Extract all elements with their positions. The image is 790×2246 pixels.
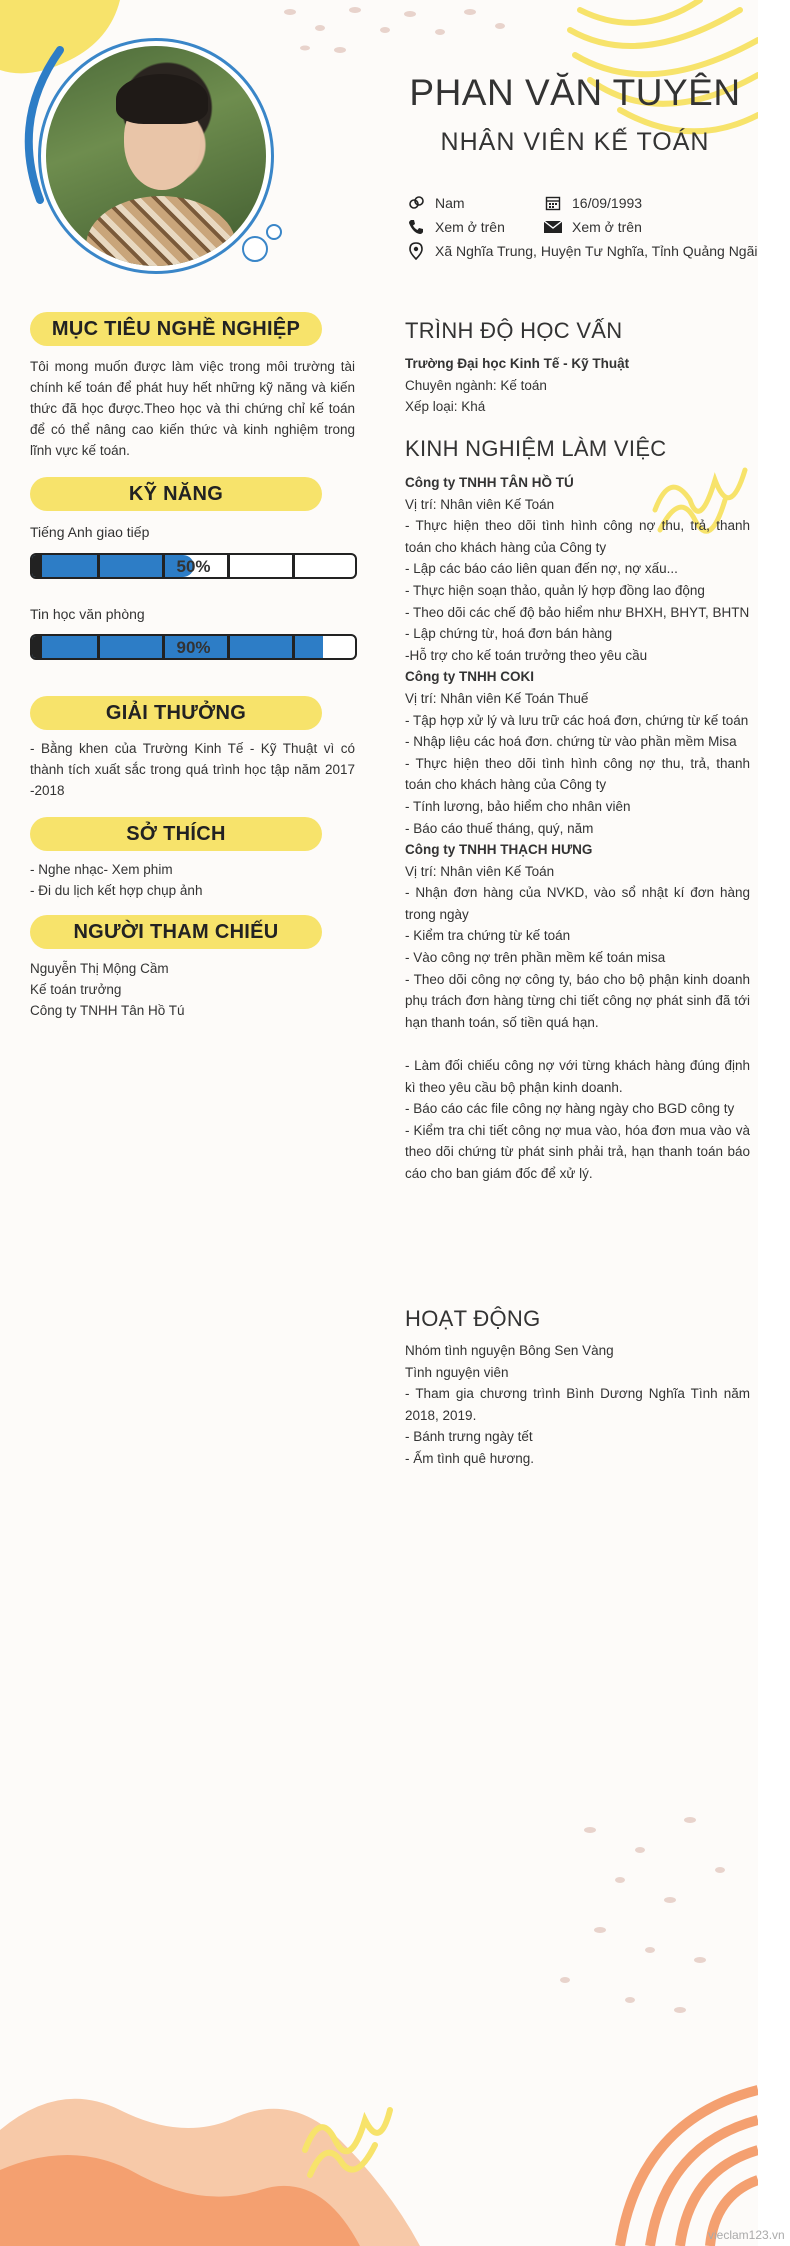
duty-item: - Lập các báo cáo liên quan đến nợ, nợ xấu...	[405, 561, 678, 577]
photo-bubble-small	[266, 224, 282, 240]
location-pin-icon	[405, 242, 427, 260]
skill-bar-office	[30, 634, 357, 660]
skill-percent: 90%	[176, 638, 211, 657]
envelope-icon	[542, 218, 564, 236]
hobbies-list	[30, 859, 355, 901]
duty-item: - Lập chứng từ, hoá đơn bán hàng	[405, 626, 613, 642]
avatar-hair	[116, 74, 208, 124]
activity-item: - Tham gia chương trình Bình Dương Nghĩa Tình năm 2018, 2019.	[405, 1386, 750, 1423]
duty-item: - Thực hiện theo dõi tình hình công nợ thu, trả, thanh toán cho khách hàng của Công ty	[405, 755, 750, 793]
avatar	[46, 46, 266, 266]
gender-icon	[405, 194, 427, 212]
duty-item: - Tính lương, bảo hiểm cho nhân viên	[405, 798, 631, 814]
duty-item: - Theo dõi các chế độ bảo hiểm như BHXH, BHYT, BHTN	[405, 604, 750, 620]
duty-item: - Vào công nợ trên phần mềm kế toán misa	[405, 950, 666, 966]
email-value: Xem ở trên	[572, 219, 642, 235]
skill-label: Tiếng Anh giao tiếp	[30, 524, 150, 540]
education-details	[405, 353, 750, 418]
company-name: Công ty TNHH TÂN HỒ TÚ	[405, 475, 574, 490]
hobbies-title: SỞ THÍCH	[30, 817, 322, 851]
duty-item: - Báo cáo các file công nợ hàng ngày cho BGD công ty	[405, 1101, 735, 1117]
activities-list	[405, 1340, 750, 1470]
duty-item: - Theo dõi công nợ công ty, báo cho bộ phận kinh doanh phụ trách đơn hàng từng chi tiết công nợ phát sinh đã tới hạn thanh toán, số tiền quá hạn.	[405, 971, 750, 1030]
reference-role: Kế toán trưởng	[30, 982, 122, 997]
profile-photo	[30, 30, 280, 290]
objective-title: MỤC TIÊU NGHỀ NGHIỆP	[30, 312, 322, 346]
references-list	[30, 958, 355, 1021]
phone-icon	[405, 218, 427, 236]
job-position: Vị trí: Nhân viên Kế Toán	[405, 863, 555, 879]
photo-bubble	[242, 236, 268, 262]
skill-label: Tin học văn phòng	[30, 606, 145, 622]
school-name: Trường Đại học Kinh Tế - Kỹ Thuật	[405, 356, 630, 371]
gender-value: Nam	[435, 195, 465, 211]
avatar-shirt	[86, 196, 236, 266]
company-name: Công ty TNHH THẠCH HƯNG	[405, 842, 593, 858]
skill-percent: 50%	[176, 557, 211, 576]
job-position: Vị trí: Nhân viên Kế Toán	[405, 496, 555, 512]
dob-value: 16/09/1993	[572, 195, 643, 211]
duty-item: - Kiểm tra chứng từ kế toán	[405, 928, 571, 944]
awards-title: GIẢI THƯỞNG	[30, 696, 322, 730]
activities-title: HOẠT ĐỘNG	[405, 1306, 541, 1331]
awards-text: - Bằng khen của Trường Kinh Tế - Kỹ Thuật vì có thành tích xuất sắc trong quá trình học tập năm 2017 -2018	[30, 741, 355, 798]
education-rank: Xếp loại: Khá	[405, 399, 486, 415]
duty-item: - Nhập liệu các hoá đơn. chứng từ vào phần mềm Misa	[405, 734, 737, 750]
duty-item: - Thực hiện theo dõi tình hình công nợ thu, trả, thanh toán cho khách hàng của Công ty	[405, 518, 750, 555]
job-position: Vị trí: Nhân viên Kế Toán Thuế	[405, 690, 589, 706]
job-title: NHÂN VIÊN KẾ TOÁN	[440, 128, 710, 156]
duty-item: -Hỗ trợ cho kế toán trưởng theo yêu cầu	[405, 647, 648, 663]
email-row	[542, 218, 642, 236]
education-title: TRÌNH ĐỘ HỌC VẤN	[405, 318, 623, 343]
hobby-item: - Nghe nhạc- Xem phim	[30, 862, 173, 877]
experience-details	[405, 472, 750, 1185]
gender-row	[405, 194, 465, 212]
reference-company: Công ty TNHH Tân Hồ Tú	[30, 1003, 185, 1018]
duty-item: - Kiểm tra chi tiết công nợ mua vào, hóa đơn mua vào và theo dõi chứng từ phát sinh phải trả, hạn thanh toán báo cáo cho ban giám đốc để xử lý.	[405, 1122, 750, 1181]
calendar-icon	[542, 194, 564, 212]
candidate-name: PHAN VĂN TUYÊN	[409, 72, 741, 113]
company-name: Công ty TNHH COKI	[405, 669, 534, 685]
dob-row	[542, 194, 642, 212]
objective-text: Tôi mong muốn được làm việc trong môi trường tài chính kế toán để phát huy hết những kỹ năng và kiến thức đã học được.Theo học và thi chứng chỉ kế toán để có thể nâng cao kiến thức và kinh nghiệm trong lĩnh vực kế toán.	[30, 359, 355, 458]
blank-line	[405, 1033, 750, 1055]
activity-item: Tình nguyện viên	[405, 1364, 509, 1380]
phone-row	[405, 218, 505, 236]
phone-value: Xem ở trên	[435, 219, 505, 235]
activity-item: Nhóm tình nguyện Bông Sen Vàng	[405, 1343, 614, 1358]
watermark: vieclam123.vn	[708, 2228, 785, 2242]
activity-item: - Ấm tình quê hương.	[405, 1450, 534, 1466]
skill-bar-english	[30, 553, 357, 579]
address-value: Xã Nghĩa Trung, Huyện Tư Nghĩa, Tỉnh Quảng Ngãi	[435, 243, 758, 259]
duty-item: - Thực hiện soạn thảo, quản lý hợp đồng lao động	[405, 582, 705, 598]
skills-title: KỸ NĂNG	[30, 477, 322, 511]
references-title: NGƯỜI THAM CHIẾU	[30, 915, 322, 949]
duty-item: - Nhận đơn hàng của NVKD, vào sổ nhật kí đơn hàng trong ngày	[405, 885, 750, 922]
activity-item: - Bánh trưng ngày tết	[405, 1429, 533, 1445]
address-row	[405, 242, 758, 260]
hobby-item: - Đi du lịch kết hợp chụp ảnh	[30, 883, 203, 898]
duty-item: - Tập hợp xử lý và lưu trữ các hoá đơn, chứng từ kế toán	[405, 712, 749, 728]
experience-title: KINH NGHIỆM LÀM VIỆC	[405, 436, 667, 461]
reference-name: Nguyễn Thị Mộng Cầm	[30, 961, 169, 976]
duty-item: - Báo cáo thuế tháng, quý, năm	[405, 820, 594, 836]
education-major: Chuyên ngành: Kế toán	[405, 377, 547, 393]
duty-item: - Làm đối chiếu công nợ với từng khách hàng đúng định kì theo yêu cầu bộ phận kinh doanh.	[405, 1058, 750, 1095]
